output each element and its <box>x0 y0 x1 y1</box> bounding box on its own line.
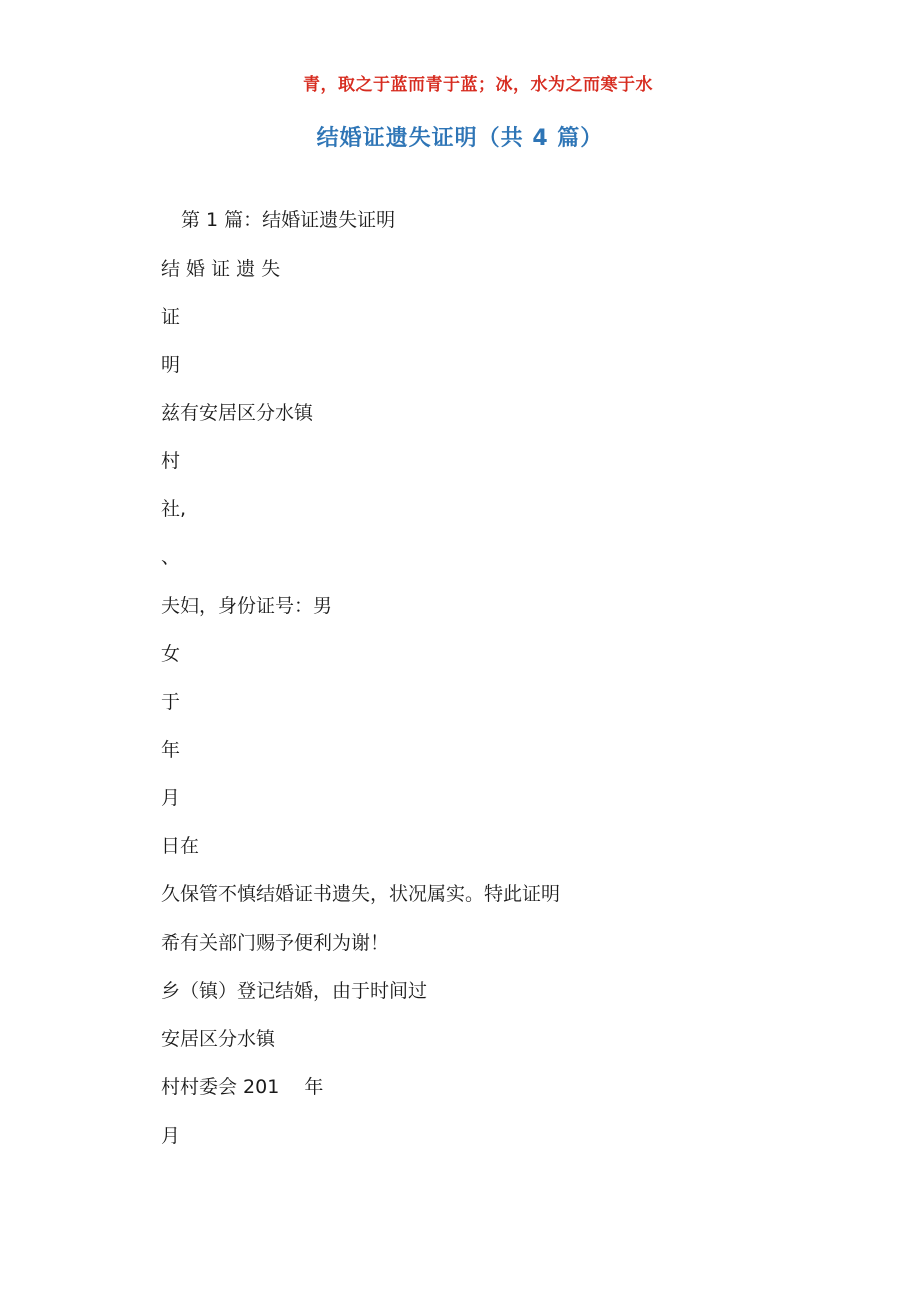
body-line: 年 <box>161 739 181 761</box>
body-line: 日在 <box>161 835 200 857</box>
body-line: 于 <box>161 691 181 713</box>
body-line: 兹有安居区分水镇 <box>161 402 314 424</box>
document-title: 结婚证遗失证明（共 4 篇） <box>316 126 604 151</box>
body-line: 夫妇，身份证号：男 <box>161 595 333 617</box>
body-line: 希有关部门赐予便利为谢！ <box>161 932 390 954</box>
body-line: 女 <box>161 643 181 665</box>
body-line: 久保管不慎结婚证书遗失，状况属实。特此证明 <box>161 883 561 905</box>
body-line: 明 <box>161 354 181 376</box>
body-line: 证 <box>161 306 181 328</box>
body-line: 乡（镇）登记结婚，由于时间过 <box>161 980 428 1002</box>
section-heading: 第 1 篇：结婚证遗失证明 <box>181 209 396 231</box>
header-motto: 青，取之于蓝而青于蓝；冰，水为之而寒于水 <box>303 75 653 95</box>
body-line: 月 <box>161 787 181 809</box>
body-line: 月 <box>161 1125 181 1147</box>
body-line: 村村委会 201 年 <box>161 1076 324 1098</box>
body-line: 村 <box>161 450 181 472</box>
body-line: 社, <box>161 498 187 520</box>
body-line: 安居区分水镇 <box>161 1028 276 1050</box>
body-line: 、 <box>161 546 181 568</box>
body-line: 结 婚 证 遗 失 <box>161 258 281 280</box>
